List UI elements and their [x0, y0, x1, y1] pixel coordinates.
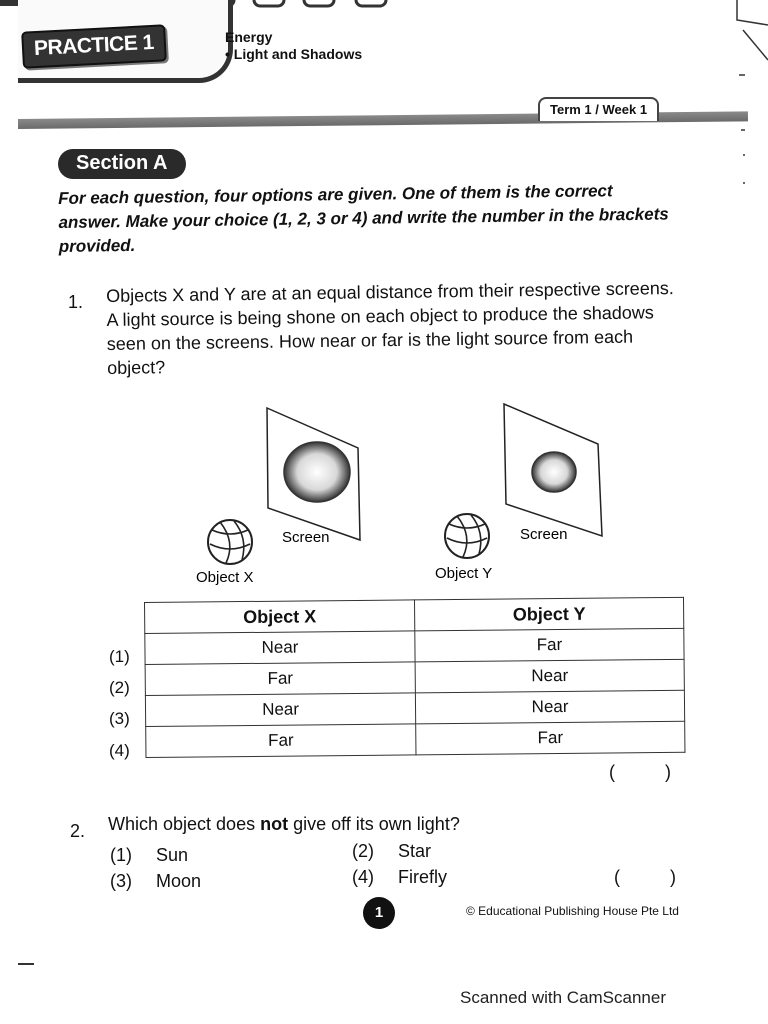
corner-mark — [18, 963, 34, 965]
option-4-number: (4) — [109, 741, 130, 760]
cell-object-x: Near — [145, 693, 415, 727]
ball-x — [208, 520, 252, 564]
question-2-text — [108, 814, 460, 835]
table-row — [145, 690, 684, 726]
q2-text-before: Which object does — [108, 814, 261, 834]
section-label: Section A — [58, 149, 186, 179]
q2-option-2-number: (2) — [352, 841, 374, 861]
cell-object-y: Near — [415, 690, 684, 724]
cell-object-y: Near — [415, 659, 684, 693]
instructions: For each question, four options are given. One of them is the correct answer. Make your choice (1, 2, 3 or 4) and write the number in the brackets provided. — [58, 181, 669, 256]
ball-y — [445, 514, 489, 558]
table-row — [145, 659, 684, 695]
question-1-number: 1. — [68, 292, 84, 312]
question-1-text: Objects X and Y are at an equal distance from their respective screens. A light source is being shone on each object to produce the shadows seen on the screens. How near or far is the light source from each object? — [106, 278, 674, 378]
q2-text-after: give off its own light? — [288, 814, 460, 834]
answer-bracket-q2[interactable]: ( ) — [614, 867, 676, 887]
screen-y-label: Screen — [520, 526, 568, 543]
option-1-number: (1) — [109, 647, 130, 666]
table-row — [146, 721, 685, 757]
q2-text-emphasis: not — [260, 814, 289, 834]
q2-option-2-label: Star — [398, 841, 432, 861]
q2-option-3-number: (3) — [110, 871, 132, 891]
q2-option-1-label: Sun — [156, 845, 189, 865]
table-row — [145, 628, 684, 664]
scanner-watermark: Scanned with CamScanner — [460, 988, 667, 1007]
answer-bracket-q1[interactable]: ( ) — [609, 762, 671, 782]
cell-object-y: Far — [416, 721, 685, 755]
object-y-label: Object Y — [435, 565, 493, 582]
shadow-x — [284, 442, 350, 502]
q2-option-4-number: (4) — [352, 867, 374, 887]
term-week-tab: Term 1 / Week 1 — [538, 97, 659, 121]
options-table — [144, 597, 685, 758]
q2-option-3-label: Moon — [156, 871, 202, 891]
q2-option-1-number: (1) — [110, 845, 132, 865]
topic-subtitle: • Light and Shadows — [225, 46, 363, 62]
shadow-figure — [190, 398, 620, 598]
screen-x-label: Screen — [282, 529, 330, 546]
cell-object-x: Far — [146, 724, 416, 758]
practice-badge: PRACTICE 1 — [21, 24, 167, 68]
page-number: 1 — [363, 897, 395, 929]
q2-option-4-label: Firefly — [398, 867, 447, 887]
cell-object-y: Far — [415, 628, 684, 662]
next-page-edge — [735, 0, 768, 200]
object-x-label: Object X — [196, 569, 254, 586]
cell-object-x: Near — [145, 631, 415, 665]
option-2-number: (2) — [109, 678, 130, 697]
question-2-number: 2. — [70, 821, 86, 841]
option-3-number: (3) — [109, 709, 130, 728]
header-object-x: Object X — [145, 600, 415, 634]
topic-title: Energy — [225, 29, 273, 45]
table-header-row — [145, 597, 684, 633]
shadow-y — [532, 452, 576, 492]
copyright-notice: © Educational Publishing House Pte Ltd — [466, 904, 679, 918]
header-object-y: Object Y — [415, 597, 684, 631]
cell-object-x: Far — [145, 662, 415, 696]
